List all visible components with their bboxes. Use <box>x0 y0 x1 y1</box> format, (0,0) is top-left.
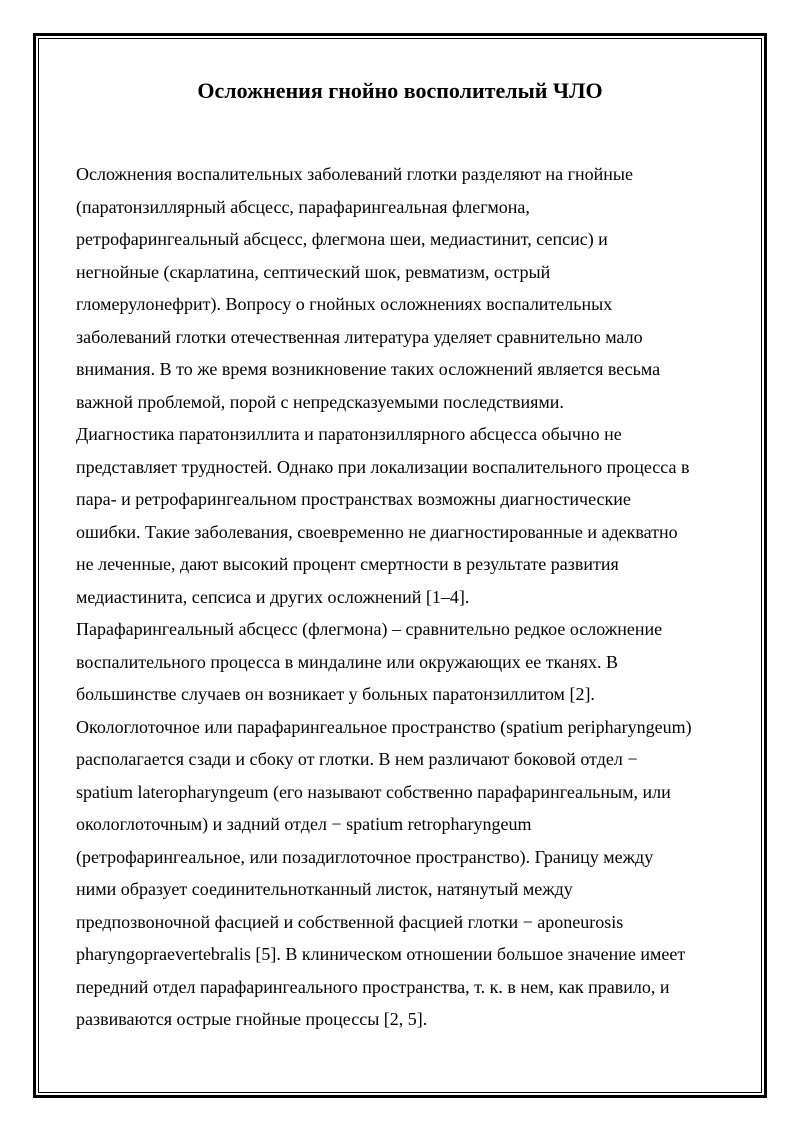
text-line: Диагностика паратонзиллита и паратонзиллярного абсцесса обычно не <box>76 424 622 444</box>
text-line: ними образует соединительнотканный листок, натянутый между <box>76 879 573 899</box>
text-line: spatium lateropharyngeum (его называют собственно парафарингеальным, или <box>76 781 671 802</box>
text-line: пара- и ретрофарингеальном пространствах возможны диагностические <box>76 489 631 509</box>
text-line: негнойные (скарлатина, септический шок, ревматизм, острый <box>76 261 551 282</box>
text-line: развиваются острые гнойные процессы [2, 5]. <box>76 1009 428 1029</box>
text-line: заболеваний глотки отечественная литература уделяет сравнительно мало <box>76 326 643 347</box>
text-line: располагается сзади и сбоку от глотки. В нем различают боковой отдел − <box>76 749 638 769</box>
text-line: Осложнения воспалительных заболеваний глотки разделяют на гнойные <box>76 164 633 184</box>
text-line: воспалительного процесса в миндалине или окружающих ее тканях. В <box>76 651 619 672</box>
text-line: не леченные, дают высокий процент смертности в результате развития <box>76 554 619 574</box>
text-line: внимания. В то же время возникновение таких осложнений является весьма <box>76 359 661 379</box>
text-line: Окологлоточное или парафарингеальное пространство (spatium peripharyngeum) <box>76 716 692 737</box>
text-line: ошибки. Такие заболевания, своевременно не диагностированные и адекватно <box>76 521 678 542</box>
text-line: Парафарингеальный абсцесс (флегмона) – сравнительно редкое осложнение <box>76 619 663 639</box>
text-line: окологлоточным) и задний отдел − spatium retropharyngeum <box>76 814 532 834</box>
text-line: ретрофарингеальный абсцесс, флегмона шеи, медиастинит, сепсис) и <box>76 229 608 249</box>
text-line: pharyngopraevertebralis [5]. В клиническом отношении большое значение имеет <box>76 944 686 964</box>
text-line: гломерулонефрит). Вопросу о гнойных осложнениях воспалительных <box>76 294 613 314</box>
text-line: большинстве случаев он возникает у больных паратонзиллитом [2]. <box>76 684 595 704</box>
text-line: передний отдел парафарингеального пространства, т. к. в нем, как правило, и <box>76 976 670 997</box>
text-line: (паратонзиллярный абсцесс, парафарингеальная флегмона, <box>76 196 530 217</box>
text-line: представляет трудностей. Однако при локализации воспалительного процесса в <box>76 456 690 477</box>
text-line: медиастинита, сепсиса и других осложнений [1–4]. <box>76 586 470 607</box>
document-title: Осложнения гнойно восполителый ЧЛО <box>197 78 603 103</box>
document-body <box>76 158 736 1036</box>
text-line: предпозвоночной фасцией и собственной фасцией глотки − aponeurosis <box>76 911 624 932</box>
text-line: (ретрофарингеальное, или позадиглоточное пространство). Границу между <box>76 846 654 867</box>
text-line: важной проблемой, порой с непредсказуемыми последствиями. <box>76 391 564 412</box>
